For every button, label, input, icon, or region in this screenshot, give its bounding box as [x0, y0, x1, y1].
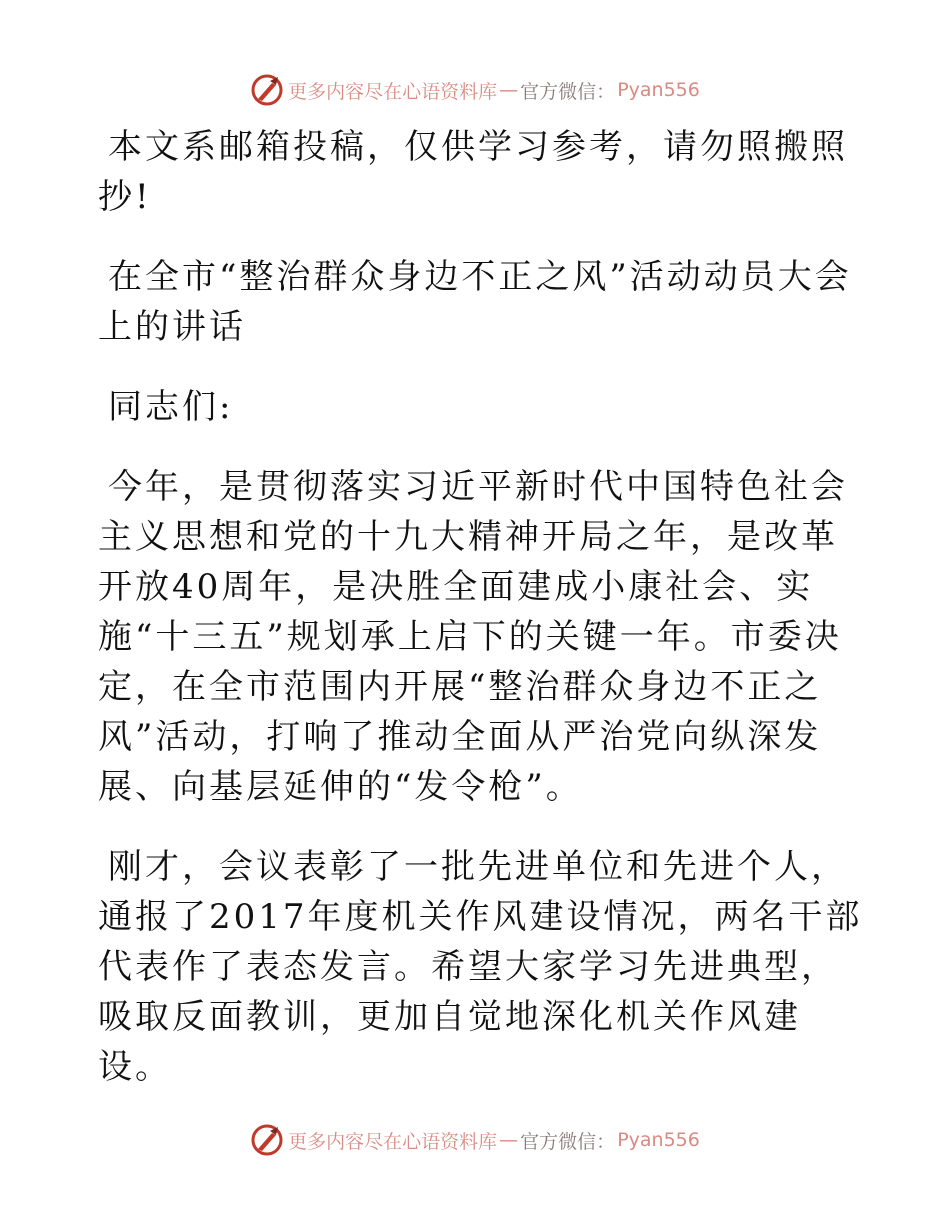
body-paragraph-1: 今年，是贯彻落实习近平新时代中国特色社会主义思想和党的十九大精神开局之年，是改革开放40周年，是决胜全面建成小康社会、实施“十三五”规划承上启下的关键一年。市委决定，在全市范围内开展“整治群众身边不正之风”活动，打响了推动全面从严治党向纵深发展、向基层延伸的“发令枪”。	[98, 467, 848, 807]
footer-watermark	[0, 1120, 950, 1160]
quill-logo-icon	[250, 73, 284, 107]
watermark-wechat-id: Pyan556	[617, 79, 700, 101]
watermark-wechat-label: 官方微信：	[520, 1130, 616, 1153]
quill-logo-icon	[250, 1123, 284, 1157]
watermark-wechat-label: 官方微信：	[520, 80, 616, 103]
document-body	[98, 122, 868, 1122]
body-paragraph-2: 刚才，会议表彰了一批先进单位和先进个人，通报了2017年度机关作风建设情况，两名干部代表作了表态发言。希望大家学习先进典型，吸取反面教训，更加自觉地深化机关作风建设。	[98, 847, 863, 1087]
watermark-wechat-id: Pyan556	[617, 1129, 700, 1151]
greeting-text: 同志们:	[108, 387, 234, 427]
header-watermark	[0, 70, 950, 110]
speech-title: 在全市“整治群众身边不正之风”活动动员大会上的讲话	[98, 257, 852, 347]
watermark-separator: —	[499, 1129, 519, 1151]
watermark-separator: —	[499, 79, 519, 101]
watermark-site-text: 更多内容尽在心语资料库	[288, 80, 498, 103]
notice-text: 本文系邮箱投稿，仅供学习参考，请勿照搬照抄!	[98, 127, 848, 217]
watermark-site-text: 更多内容尽在心语资料库	[288, 1130, 498, 1153]
